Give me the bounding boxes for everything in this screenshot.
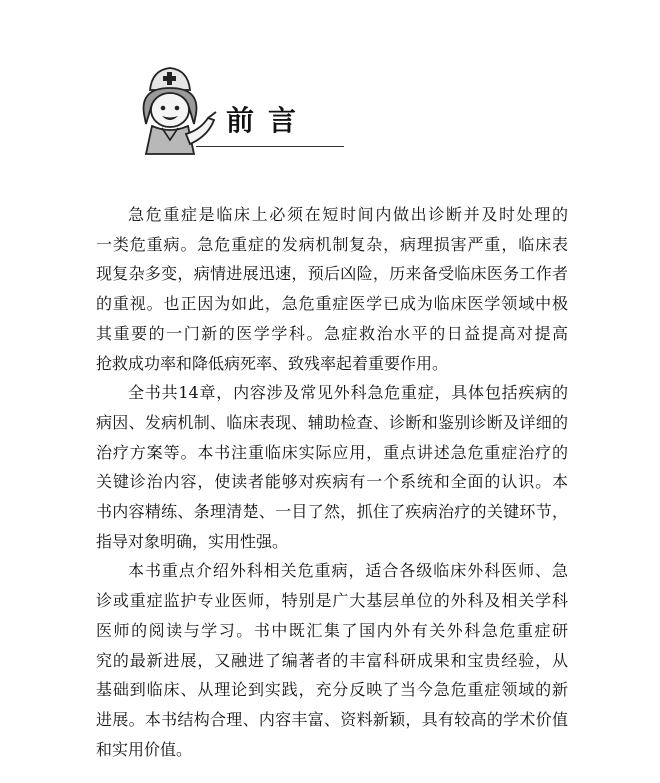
text-line: 关键诊治内容，使读者能够对疾病有一个系统和全面的认识。本	[96, 472, 568, 492]
title-underline	[196, 146, 344, 147]
text-line: 基础到临床、从理论到实践，充分反映了当今急危重症领域的新	[96, 680, 568, 700]
text-line: 进展。本书结构合理、内容丰富、资料新颖，具有较高的学术价值	[96, 709, 568, 729]
text-line: 其重要的一门新的医学学科。急症救治水平的日益提高对提高	[96, 323, 568, 343]
text-line: 书内容精练、条理清楚、一目了然，抓住了疾病治疗的关键环节，	[96, 502, 568, 522]
text-line: 抢救成功率和降低病死率、致残率起着重要作用。	[96, 353, 449, 373]
text-line: 急危重症是临床上必须在短时间内做出诊断并及时处理的	[128, 205, 568, 224]
paragraph-3	[96, 556, 568, 764]
nurse-mascot-icon	[128, 64, 220, 156]
text-line: 指导对象明确，实用性强。	[96, 531, 289, 551]
text-line: 的重视。也正因为如此，急危重症医学已成为临床医学领域中极	[96, 294, 568, 314]
text-line: 究的最新进展，又融进了编著者的丰富科研成果和宝贵经验，从	[96, 650, 568, 670]
text-line: 和实用价值。	[96, 739, 193, 759]
paragraph-1	[96, 200, 568, 378]
text-line: 现复杂多变，病情进展迅速，预后凶险，历来备受临床医务工作者	[96, 264, 568, 284]
text-line: 病因、发病机制、临床表现、辅助检查、诊断和鉴别诊断及详细的	[96, 412, 568, 432]
text-line: 医师的阅读与学习。书中既汇集了国内外有关外科急危重症研	[96, 620, 568, 640]
text-line: 一类危重病。急危重症的发病机制复杂，病理损害严重，临床表	[96, 234, 568, 254]
text-line: 治疗方案等。本书注重临床实际应用，重点讲述急危重症治疗的	[96, 442, 568, 462]
page-title: 前言	[226, 104, 311, 137]
text-line: 诊或重症监护专业医师，特别是广大基层单位的外科及相关学科	[96, 591, 568, 611]
text-line: 本书重点介绍外科相关危重病，适合各级临床外科医师、急	[128, 561, 568, 581]
paragraph-2	[96, 378, 568, 556]
preface-body	[96, 200, 568, 764]
text-line: 全书共14章，内容涉及常见外科急危重症，具体包括疾病的	[128, 383, 568, 403]
